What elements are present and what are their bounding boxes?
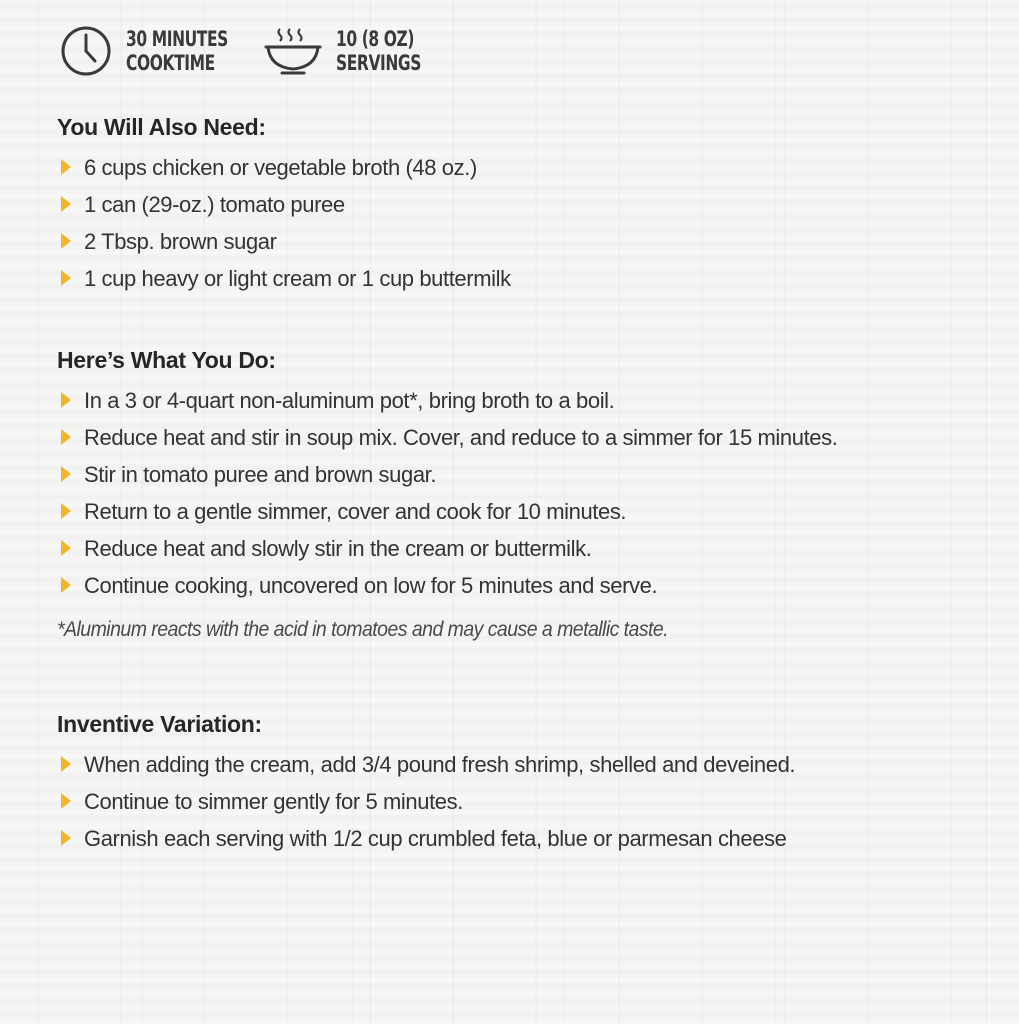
triangle-bullet-icon: [61, 196, 71, 212]
servings-value: 10 (8 OZ): [336, 27, 415, 51]
list-item: [57, 149, 997, 186]
list-item: [57, 567, 997, 604]
variation-title: Inventive Variation:: [57, 711, 262, 737]
triangle-bullet-icon: [61, 466, 71, 482]
steaming-bowl-icon: [262, 25, 324, 77]
list-item-text: 1 can (29-oz.) tomato puree: [84, 192, 345, 217]
triangle-bullet-icon: [61, 429, 71, 445]
triangle-bullet-icon: [61, 159, 71, 175]
list-item: [57, 186, 997, 223]
list-item-text: Garnish each serving with 1/2 cup crumbled feta, blue or parmesan cheese: [84, 826, 787, 851]
list-item-text: Reduce heat and stir in soup mix. Cover, and reduce to a simmer for 15 minutes.: [84, 425, 838, 450]
list-item: [57, 530, 997, 567]
list-item-text: Stir in tomato puree and brown sugar.: [84, 462, 437, 487]
triangle-bullet-icon: [61, 793, 71, 809]
list-item-text: Reduce heat and slowly stir in the cream or buttermilk.: [84, 536, 592, 561]
ingredients-title: You Will Also Need:: [57, 114, 266, 140]
instructions-title: Here’s What You Do:: [57, 347, 276, 373]
list-item-text: 1 cup heavy or light cream or 1 cup buttermilk: [84, 266, 511, 291]
cooktime-text: [126, 27, 228, 75]
list-item-text: Continue cooking, uncovered on low for 5 minutes and serve.: [84, 573, 658, 598]
list-item: [57, 746, 997, 783]
servings-text: [336, 27, 421, 75]
list-item: [57, 783, 997, 820]
triangle-bullet-icon: [61, 392, 71, 408]
triangle-bullet-icon: [61, 540, 71, 556]
list-item: [57, 382, 997, 419]
triangle-bullet-icon: [61, 503, 71, 519]
list-item-text: When adding the cream, add 3/4 pound fresh shrimp, shelled and deveined.: [84, 752, 796, 777]
triangle-bullet-icon: [61, 830, 71, 846]
instructions-list: [57, 382, 997, 604]
list-item: [57, 493, 997, 530]
list-item: [57, 456, 997, 493]
list-item-text: 2 Tbsp. brown sugar: [84, 229, 277, 254]
list-item: [57, 820, 997, 857]
recipe-meta: [58, 24, 462, 78]
variation-list: [57, 746, 997, 857]
ingredients-list: [57, 149, 997, 297]
list-item: [57, 260, 997, 297]
list-item-text: In a 3 or 4-quart non-aluminum pot*, bring broth to a boil.: [84, 388, 615, 413]
triangle-bullet-icon: [61, 270, 71, 286]
triangle-bullet-icon: [61, 233, 71, 249]
list-item-text: Continue to simmer gently for 5 minutes.: [84, 789, 463, 814]
servings-label: SERVINGS: [336, 51, 422, 75]
cooktime-label: COOKTIME: [126, 51, 215, 75]
clock-icon: [58, 23, 114, 79]
cooktime-info: [58, 23, 250, 79]
servings-info: [262, 25, 440, 77]
list-item-text: Return to a gentle simmer, cover and cook for 10 minutes.: [84, 499, 627, 524]
list-item: [57, 223, 997, 260]
footnote: *Aluminum reacts with the acid in tomatoes and may cause a metallic taste.: [57, 618, 669, 641]
ingredients-section: [57, 114, 997, 297]
variation-section: [57, 711, 997, 857]
triangle-bullet-icon: [61, 756, 71, 772]
list-item: [57, 419, 997, 456]
cooktime-value: 30 MINUTES: [126, 27, 228, 51]
triangle-bullet-icon: [61, 577, 71, 593]
instructions-section: [57, 347, 997, 642]
list-item-text: 6 cups chicken or vegetable broth (48 oz.): [84, 155, 477, 180]
